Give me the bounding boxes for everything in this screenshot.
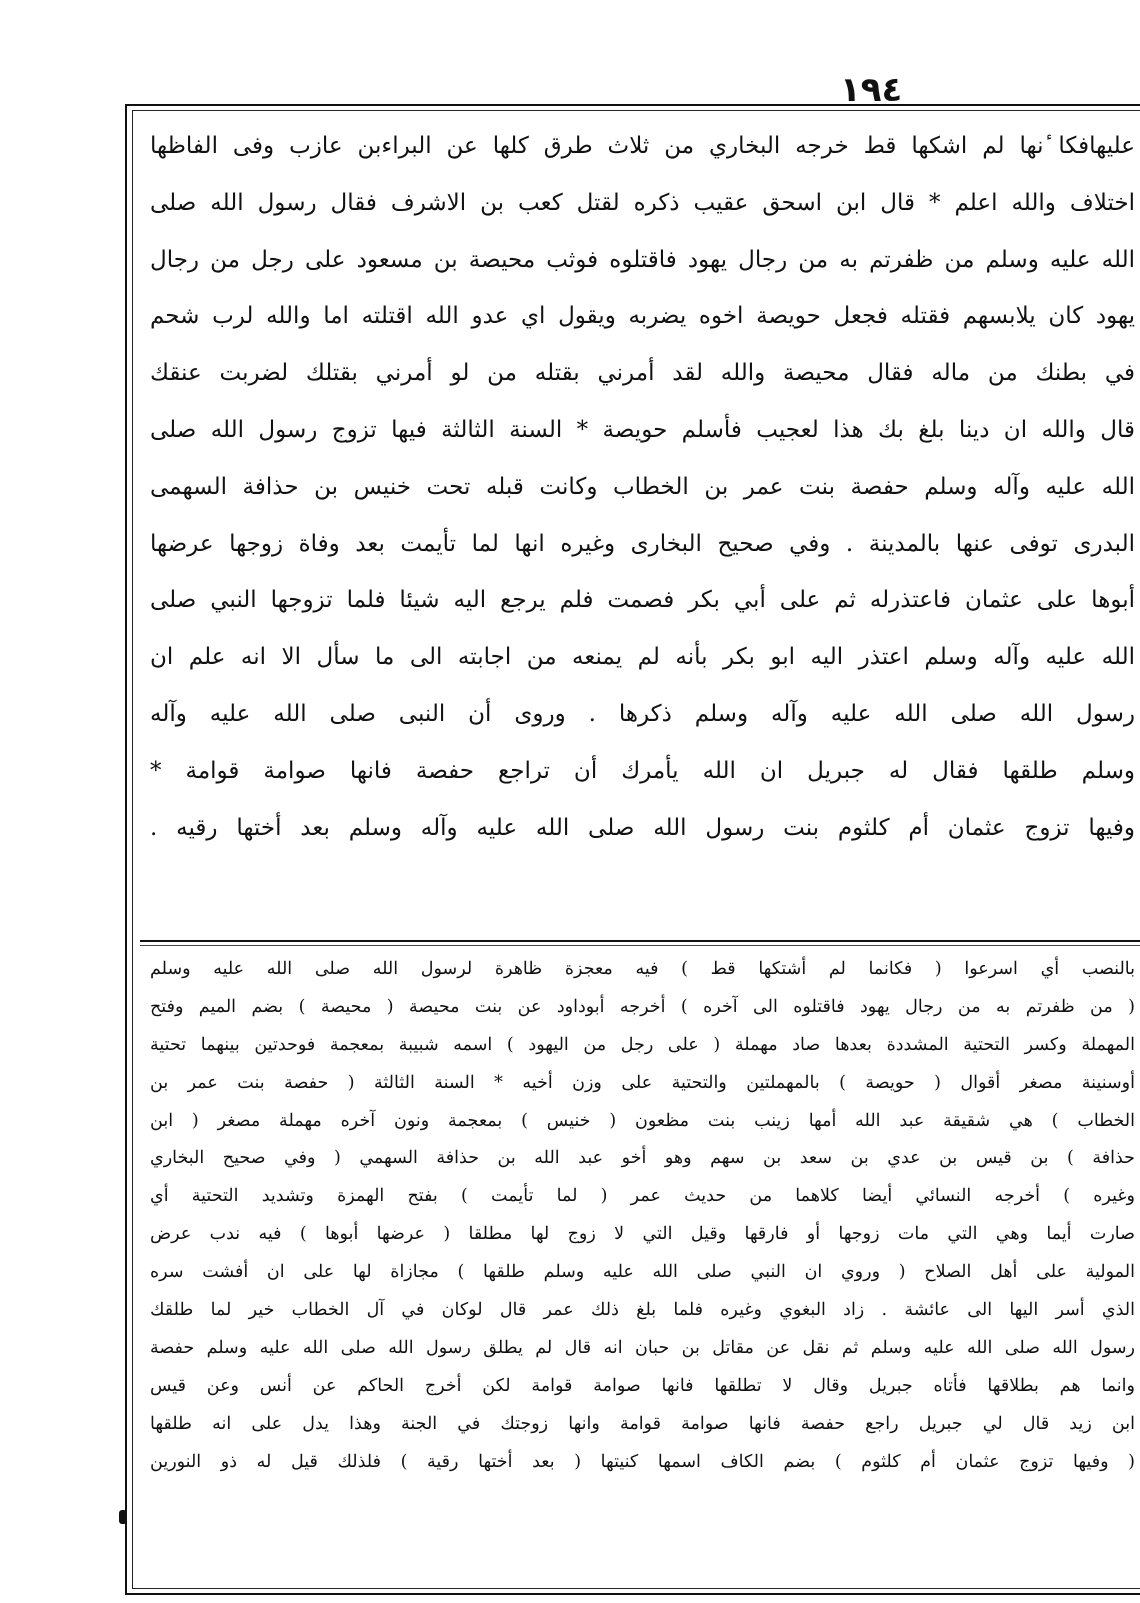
main-text-line: يهود كان يلابسهم فقتله فجعل حويصة اخوه يضربه ويقول اي عدو الله اقتلته اما والله لرب شحم [150, 303, 1135, 330]
margin-mark [119, 1510, 127, 1524]
section-divider-secondary [140, 945, 1140, 946]
commentary-line: المهملة وكسر التحتية المشددة بعدها صاد مهملة ( على رجل من اليهود ) اسمه شبيبة بمعجمة فوحدتين بينهما تحتية [150, 1034, 1135, 1055]
commentary-line: ( وفيها تزوج عثمان أم كلثوم ) بضم الكاف اسمها كنيتها ( بعد أختها رقية ) فلذلك قيل له ذو النورين [150, 1451, 1135, 1472]
main-text-line: الله عليه وسلم من ظفرتم به من رجال يهود فاقتلوه فوثب محيصة بن مسعود على رجل من رجال [150, 246, 1135, 273]
main-text-line: في بطنك من ماله فقال محيصة والله لقد أمرني بقتله من لو أمرني بقتلك لضربت عنقك [150, 360, 1135, 387]
main-text-line: قال والله ان دينا بلغ بك هذا لعجيب فأسلم حويصة * السنة الثالثة فيها تزوج رسول الله صلى [150, 416, 1135, 443]
commentary-line: الذي أسر اليها الى عائشة . زاد البغوي وغيره فلما بلغ ذلك عمر قال لوكان في آل الخطاب خير لما طلقك [150, 1300, 1135, 1321]
page-number: ١٩٤ [840, 70, 903, 110]
main-text-line: وسلم طلقها فقال له جبريل ان الله يأمرك أن تراجع حفصة فانها صوامة قوامة * [150, 757, 1135, 784]
commentary-line: ( من ظفرتم به من رجال يهود فاقتلوه الى آخره ) أخرجه أبوداود عن بنت محيصة ( محيصة ) بضم الميم وفتح [150, 996, 1135, 1017]
commentary-line: المولية على أهل الصلاح ( وروي ان النبي صلى الله عليه وسلم طلقها ) مجازاة لها على ان أفشت سره [150, 1262, 1135, 1283]
main-text-block [150, 118, 1135, 856]
main-text-line: البدرى توفى عنها بالمدينة . وفي صحيح البخارى وغيره انها لما تأيمت بعد وفاة زوجها عرضها [150, 530, 1135, 557]
main-text-line: أبوها على عثمان فاعتذرله ثم على أبي بكر فصمت فلم يرجع اليه شيئا فلما تزوجها النبي صلى [150, 587, 1135, 614]
main-text-line: اختلاف والله اعلم * قال ابن اسحق عقيب ذكره لقتل كعب بن الاشرف فقال رسول الله صلى [150, 189, 1135, 216]
commentary-line: أوسنينة مصغر أقوال ( حويصة ) بالمهملتين والتحتية على وزن أخيه * السنة الثالثة ( حفصة بنت عمر بن [150, 1072, 1135, 1093]
commentary-line: ابن زيد قال لي جبريل راجع حفصة فانها صوامة قوامة وانها زوجتك في الجنة وهذا يدل على انه طلقها [150, 1413, 1135, 1434]
main-text-line: رسول الله صلى الله عليه وآله وسلم ذكرها . وروى أن النبى صلى الله عليه وآله [150, 700, 1135, 727]
commentary-line: صارت أيما وهي التي مات زوجها أو فارقها وقيل التي لا زوج لها مطلقا ( عرضها أبوها ) فيه ندب عرض [150, 1224, 1135, 1245]
main-text-line: الله عليه وآله وسلم حفصة بنت عمر بن الخطاب وكانت قبله تحت خنيس بن حذافة السهمى [150, 473, 1135, 500]
section-divider [140, 940, 1140, 942]
main-text-line: الله عليه وآله وسلم اعتذر اليه ابو بكر بأنه لم يمنعه من اجابته الى ما سأل الا انه علم ان [150, 644, 1135, 671]
main-text-line: وفيها تزوج عثمان أم كلثوم بنت رسول الله صلى الله عليه وآله وسلم بعد أختها رقيه . [150, 814, 1135, 841]
commentary-line: حذافة ) بن قيس بن عدي بن سعد بن سهم وهو أخو عبد الله بن حذافة السهمي ( وفي صحيح البخاري [150, 1148, 1135, 1169]
commentary-line: الخطاب ) هي شقيقة عبد الله أمها زينب بنت مظعون ( خنيس ) بمعجمة ونون آخره مهملة مصغر ( ابن [150, 1110, 1135, 1131]
main-text-line: عليهافكا ٔنها لم اشكها قط خرجه البخاري من ثلاث طرق كلها عن البراءبن عازب وفى الفاظها [150, 133, 1135, 159]
commentary-line: رسول الله صلى الله عليه وسلم ثم نقل عن مقاتل بن حبان انه قال لم يطلق رسول الله صلى الله عليه وسلم حفصة [150, 1337, 1135, 1358]
commentary-line: وانما هم بطلاقها فأتاه جبريل وقال لا تطلقها فانها صوامة قوامة لكن أخرج الحاكم عن أنس وعن قيس [150, 1375, 1135, 1396]
commentary-line: وغيره ) أخرجه النسائي أيضا كلاهما من حديث عمر ( لما تأيمت ) بفتح الهمزة وتشديد التحتية أي [150, 1186, 1135, 1207]
commentary-line: بالنصب أي اسرعوا ( فكانما لم أشتكها قط ) فيه معجزة ظاهرة لرسول الله صلى الله عليه وسلم [150, 959, 1135, 979]
commentary-block [150, 951, 1135, 1481]
